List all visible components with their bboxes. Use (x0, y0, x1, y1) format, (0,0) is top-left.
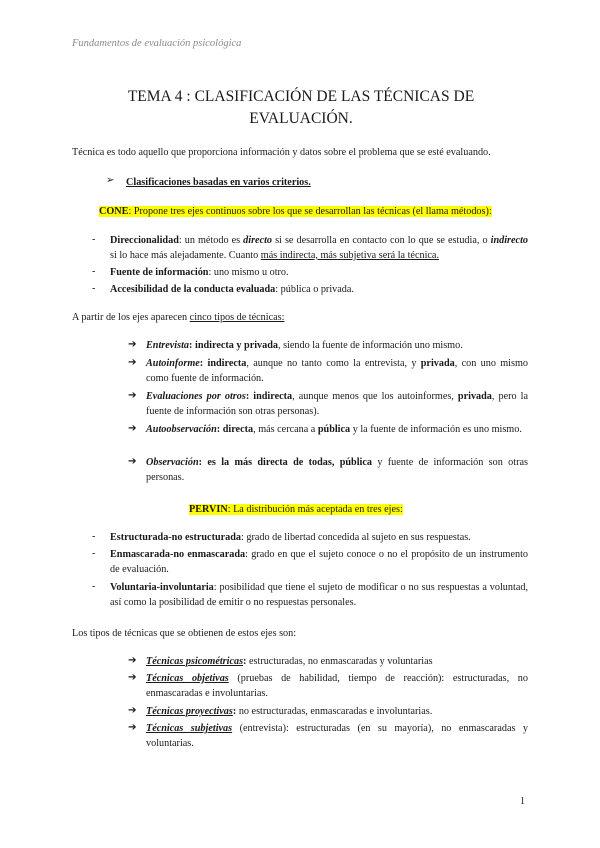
type-autoobservacion: Autoobservación: directa, más cercana a pública y la fuente de información es uno mismo. (146, 424, 522, 435)
technique-objetivas: Técnicas objetivas (pruebas de habilidad, tiempo de reacción): estructuradas, no enmascaradas e involuntarias. (146, 673, 528, 699)
dash-bullet: - (92, 234, 96, 245)
technique-proyectivas: Técnicas proyectivas: no estructuradas, enmascaradas e involuntarias. (146, 706, 433, 717)
pervin-text: : La distribución más aceptada en tres ejes: (227, 504, 403, 515)
title-line-2: EVALUACIÓN. (249, 110, 353, 127)
page-title (72, 86, 530, 130)
arrow-right-icon: ➔ (128, 390, 137, 401)
cone-item-direccionalidad: Direccionalidad: un método es directo si se desarrolla en contacto con lo que se estudia, o indirecto si lo hace más alejadamente. Cuanto más indirecta, más subjetiva será la técnica. (110, 235, 528, 261)
technique-psicometricas: Técnicas psicométricas: estructuradas, no enmascaradas y voluntarias (146, 656, 433, 667)
cone-item-accesibilidad: Accesibilidad de la conducta evaluada: pública o privada. (110, 284, 354, 295)
arrow-right-icon: ➔ (128, 339, 137, 350)
technique-subjetivas: Técnicas subjetivas (entrevista): estructuradas (en su mayoría), no enmascaradas y voluntarias. (146, 723, 528, 749)
type-observacion: Observación: es la más directa de todas, pública y fuente de información son otras personas. (146, 457, 528, 483)
arrow-right-icon: ➔ (128, 357, 137, 368)
intro-paragraph: Técnica es todo aquello que proporciona información y datos sobre el problema que se esté evaluando. (72, 147, 491, 158)
arrow-right-icon: ➔ (128, 423, 137, 434)
pervin-item-voluntaria: Voluntaria-involuntaria: posibilidad que tiene el sujeto de modificar o no sus respuestas a voluntad, así como la posibilidad de emitir o no respuestas personales. (110, 582, 528, 608)
arrowhead-icon: ➢ (106, 175, 115, 186)
running-header: Fundamentos de evaluación psicológica (72, 38, 242, 49)
cone-line (99, 205, 492, 220)
arrow-right-icon: ➔ (128, 655, 137, 666)
page-number: 1 (520, 796, 525, 807)
pervin-name: PERVIN (189, 504, 228, 515)
dash-bullet: - (92, 548, 96, 559)
pervin-item-enmascarada: Enmascarada-no enmascarada: grado en que el sujeto conoce o no el propósito de un instrumento de evaluación. (110, 549, 528, 575)
dash-bullet: - (92, 581, 96, 592)
title-line-1: TEMA 4 : CLASIFICACIÓN DE LAS TÉCNICAS DE (127, 88, 475, 105)
dash-bullet: - (92, 266, 96, 277)
type-autoinforme: Autoinforme: indirecta, aunque no tanto como la entrevista, y privada, con uno mismo como fuente de información. (146, 358, 528, 384)
dash-bullet: - (92, 283, 96, 294)
pervin-item-estructurada: Estructurada-no estructurada: grado de libertad concedida al sujeto en sus respuestas. (110, 532, 471, 543)
dash-bullet: - (92, 531, 96, 542)
pervin-line (189, 503, 403, 518)
arrow-right-icon: ➔ (128, 722, 137, 733)
section-heading: Clasificaciones basadas en varios criterios. (126, 177, 311, 188)
types-intro: Los tipos de técnicas que se obtienen de estos ejes son: (72, 628, 297, 639)
type-evaluaciones-por-otros: Evaluaciones por otros: indirecta, aunque menos que los autoinformes, privada, pero la fuente de información son otras personas). (146, 391, 528, 417)
cone-name: CONE (99, 206, 129, 217)
axes-intro: A partir de los ejes aparecen cinco tipos de técnicas: (72, 312, 285, 323)
arrow-right-icon: ➔ (128, 672, 137, 683)
cone-item-fuente: Fuente de información: uno mismo u otro. (110, 267, 289, 278)
type-entrevista: Entrevista: indirecta y privada, siendo la fuente de información uno mismo. (146, 340, 463, 351)
arrow-right-icon: ➔ (128, 705, 137, 716)
cone-text: : Propone tres ejes continuos sobre los que se desarrollan las técnicas (el llama métodos): (128, 206, 492, 217)
arrow-right-icon: ➔ (128, 456, 137, 467)
